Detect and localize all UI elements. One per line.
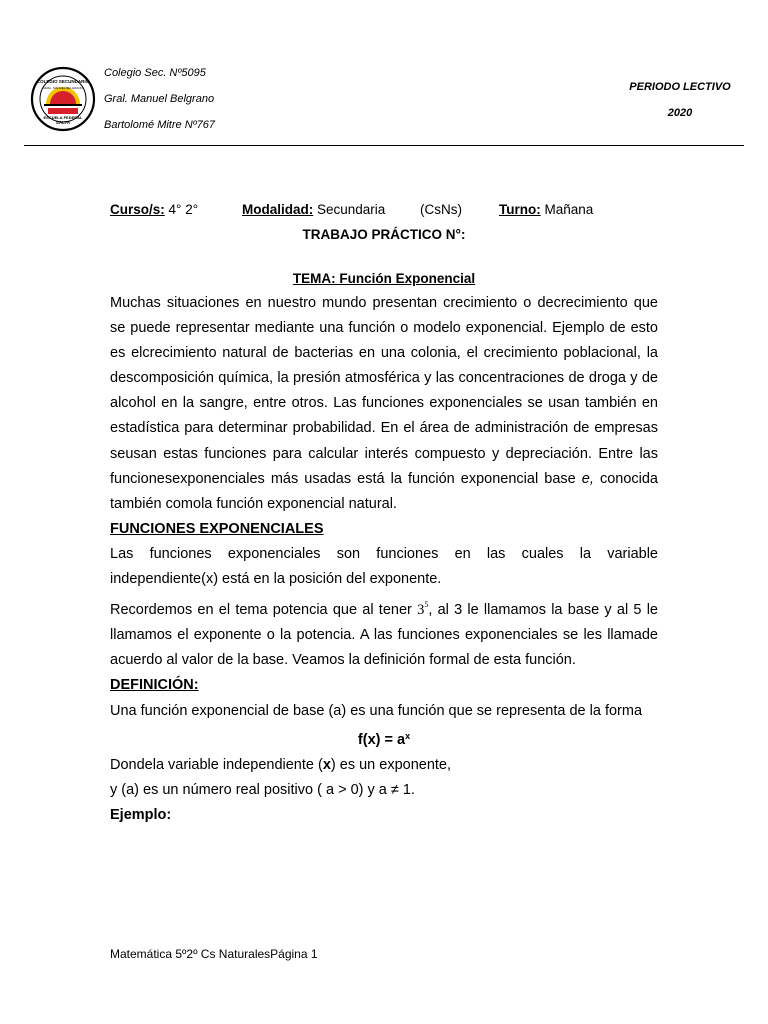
period-label: PERIODO LECTIVO [629,81,731,93]
document-body [110,291,658,828]
modalidad-value: Secundaria [317,202,386,217]
formula-exponent: x [405,730,411,741]
seal-top-text: COLEGIO SECUNDARIO [36,79,90,84]
modalidad-field [242,202,385,217]
condition-paragraph: y (a) es un número real positivo ( a > 0) y a ≠ 1. [110,781,415,798]
school-patron: Gral. Manuel Belgrano [104,93,215,105]
turno-field [499,202,593,217]
turno-value: Mañana [544,202,594,217]
section-heading-definicion: DEFINICIÓN: [110,677,199,694]
seal-bottom-text: ESCUELA FEDERAL [43,115,83,120]
period-year: 2020 [667,107,693,119]
modalidad-label: Modalidad: [242,202,314,217]
tema-heading: TEMA: Función Exponencial [292,271,476,286]
school-name: Colegio Sec. Nº5095 [104,67,206,79]
variable-x: x [322,756,331,773]
modalidad-extra: (CsNs) [420,202,462,217]
curso-label: Curso/s: [110,202,165,217]
curso-value: 4° 2° [168,202,199,217]
formula: $f(x) = a^x$ [357,730,411,748]
school-seal-logo [30,66,96,132]
turno-label: Turno: [499,202,541,217]
definition-paragraph: Una función exponencial de base (a) es una función que se representa de la forma [110,702,643,719]
power-base: 3 [417,602,425,619]
school-address: Bartolomé Mitre Nº767 [104,119,216,131]
power-exponent: 5 [424,600,429,610]
variable-paragraph: Dondela variable independiente (x) es un exponente, [110,756,452,773]
intro-paragraph: Muchas situaciones en nuestro mundo presentan crecimiento o decrecimiento que se puede representar mediante una función o modelo exponencial. Ejemplo de esto es elcrecimiento natural de bacterias en una colonia, el crecimiento poblacional, la descomposición química, la presión atmosférica y las concentraciones de droga y de alcohol en la sangre, entre otros. Las funciones exponenciales se usan también en estadística para determinar probabilidad. En el área de administración de empresas seusan estas funciones para calcular interés compuesto y depreciación. Entre las funcionesexponenciales más usadas está la función exponencial base e, conocida también comola función exponencial natural. [110,295,658,512]
page-title: TRABAJO PRÁCTICO N°: [302,227,466,242]
ejemplo-label: Ejemplo: [110,806,172,823]
seal-city: SALTA [55,120,71,125]
seal-mid-text: GRAL. MANUEL BELGRANO [43,86,83,90]
header-divider [24,145,744,146]
section1-paragraph: Las funciones exponenciales son funciones en las cuales la variable independiente(x) está en la posición del exponente. [110,545,658,588]
section-heading-funciones: FUNCIONES EXPONENCIALES [110,520,324,537]
section1-paragraph-2: Recordemos en el tema potencia que al tener $3^5$, al 3 le llamamos la base y al 5 le llamamos el exponente o la potencia. A las funciones exponenciales se les llamade acuerdo al valor de la base. Veamos la definición formal de esta función. [110,600,658,669]
curso-field [110,202,198,217]
page-footer: Matemática 5º2º Cs NaturalesPágina 1 [110,947,318,961]
base-e: e, [581,470,594,487]
